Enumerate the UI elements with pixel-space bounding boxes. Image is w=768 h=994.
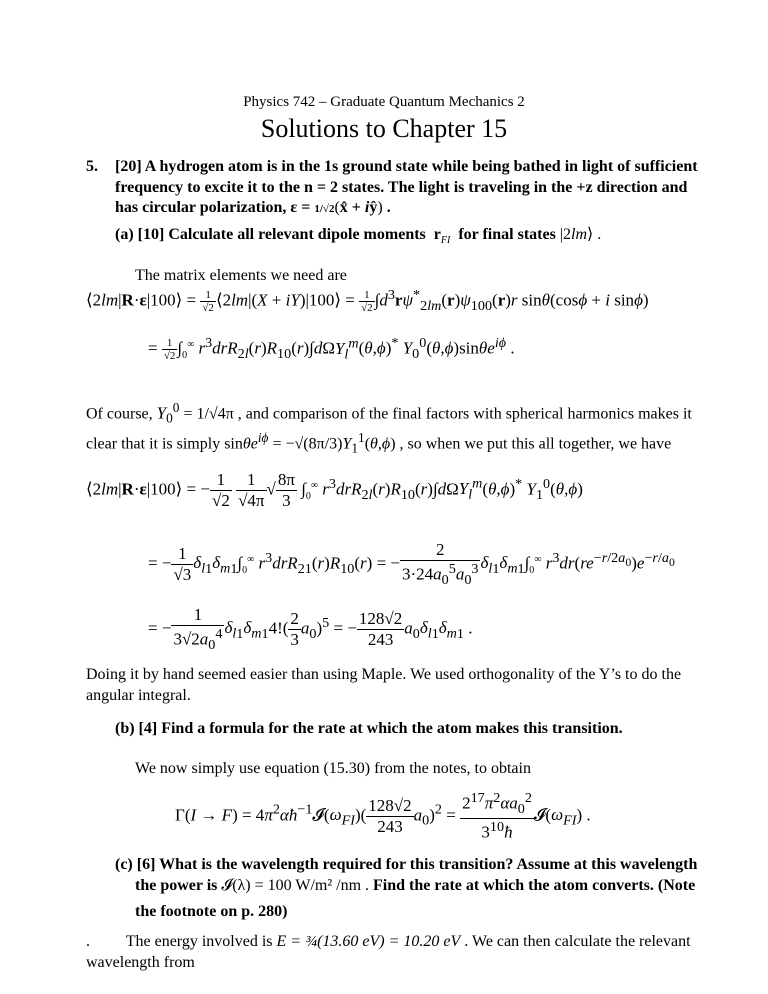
problem-statement-line3: has circular polarization, ε = 1/√2(x̂ + iŷ) .: [115, 199, 391, 216]
problem-statement-line1: [20] A hydrogen atom is in the 1s ground state while being bathed in light of sufficient: [115, 158, 698, 175]
equation-3: $\Gamma(I \to F) = 4\pi^2\alpha ħ^{-1}𝓘(\omega_{FI})$( $\frac{128√2}{243}$ $a_0)^2$ = $\frac{2^{17}\pi^2\alpha a_0^2}{3^{10}ħ}$ $𝓘(\omega_{FI})$ .: [175, 790, 591, 842]
part-c-label-line3: the footnote on p. 280): [135, 903, 288, 920]
equation-1-line2: = $\frac{1}{√2}$ $\int_0^\infty$ $r^3drR_{2l}(r)R_{10}(r)\int d\Omega Y_l^m(\theta,\phi)^*$ $Y_0^0(\theta,\phi)\sin\theta e^{i\phi}$ .: [148, 335, 515, 363]
paragraph-1-line1: Of course, $Y_0^0 = 1/√4\pi$ , and comparison of the final factors with spherical harmonics makes it: [86, 400, 692, 426]
part-c-l2a: the power is: [135, 877, 218, 894]
statement-line3-text: has circular polarization,: [115, 199, 287, 216]
energy-a: The energy involved is: [125, 933, 273, 950]
para1-l1b: , and comparison of the final factors with spherical harmonics makes it: [237, 405, 692, 423]
energy-line1: . The energy involved is E = ¾(13.60 eV) = 10.20 eV . We can then calculate the relevant: [86, 933, 691, 950]
energy-line2: wavelength from: [86, 954, 195, 971]
part-c-label-line1: (c) [6] What is the wavelength required for this transition? Assume at this wavelength: [115, 856, 698, 873]
page-title: Solutions to Chapter 15: [260, 114, 508, 143]
paragraph-1-line2: clear that it is simply $\sin\theta e^{i\phi} = -√(8\pi/3)Y_1^1(\theta,\phi)$ , so when we put this all together, we have: [86, 430, 672, 456]
equation-2-line3: = − $\frac{1}{3√2a_0^4}$ $\delta_{l1}\delta_{m1}4$!( $\frac{2}{3}$ $a_0)^5$ = − $\frac{128√2}{243}$ $a_0\delta_{l1}\delta_{m1}$ .: [148, 605, 473, 654]
equation-1-line1: ⟨2lm|R·ε|100⟩ = $\frac{1}{√2}$ ⟨2lm|(X + iY)|100⟩ = $\frac{1}{√2}$ $\int d^3r\psi^*_{2lm}(r)\psi_{100}(r)r$ sinθ(cosϕ + i sinϕ): [86, 287, 649, 315]
equation-2-line1: ⟨2lm|R·ε|100⟩ = − $\frac{1}{√2}$ $\frac{1}{√4\pi}$ √ $\frac{8\pi}{3}$ $\int_0^\infty$ $r^3drR_{2l}(r)R_{10}(r)\int d\Omega Y_l^m(\theta,\phi)^*$ $Y_1^0(\theta,\phi)$: [86, 470, 583, 510]
problem-number: 5.: [86, 158, 98, 175]
part-c-l2b: Find the rate at which the atom converts. (Note: [373, 877, 696, 894]
power-value: 𝓘(λ) = 100 W/m² /nm .: [221, 877, 370, 894]
part-a-label-tail: for final states: [458, 226, 556, 243]
course-line: Physics 742 – Graduate Quantum Mechanics 2: [243, 94, 525, 110]
part-c-label-line2: [135, 877, 695, 895]
part-a-label: (a) [10] Calculate all relevant dipole moments $r_{FI}$ for final states |2lm⟩ .: [115, 226, 602, 247]
closing-line2: angular integral.: [86, 687, 191, 704]
para1-l2a: clear that it is simply: [86, 435, 221, 453]
closing-line1: Doing it by hand seemed easier than using Maple. We used orthogonality of the Y’s to do the: [86, 666, 682, 683]
part-a-label-text: (a) [10] Calculate all relevant dipole moments: [115, 226, 426, 243]
part-b-intro: We now simply use equation (15.30) from the notes, to obtain: [135, 760, 531, 777]
equation-2-line2: = − $\frac{1}{√3}$ $\delta_{l1}\delta_{m1}\int_0^\infty$ $r^3drR_{21}(r)R_{10}(r)$ = − $\frac{2}{3\cdot 24a_0^5a_0^3}$ $\delta_{l1}\delta_{m1}\int_0^\infty$ $r^3dr(re^{-r/2a_0})e^{-r/a_0}$: [148, 540, 675, 589]
part-b-label: (b) [4] Find a formula for the rate at which the atom makes this transition.: [115, 720, 623, 737]
energy-value: E = ¾(13.60 eV) = 10.20 eV: [276, 933, 461, 950]
part-a-intro: The matrix elements we need are: [135, 267, 347, 284]
problem-statement-line2: frequency to excite it to the n = 2 states. The light is traveling in the +z direction and: [115, 179, 688, 196]
energy-b: . We can then calculate the relevant: [464, 933, 691, 950]
para1-l2b: , so when we put this all together, we have: [399, 435, 672, 453]
para1-l1a: Of course,: [86, 405, 153, 423]
